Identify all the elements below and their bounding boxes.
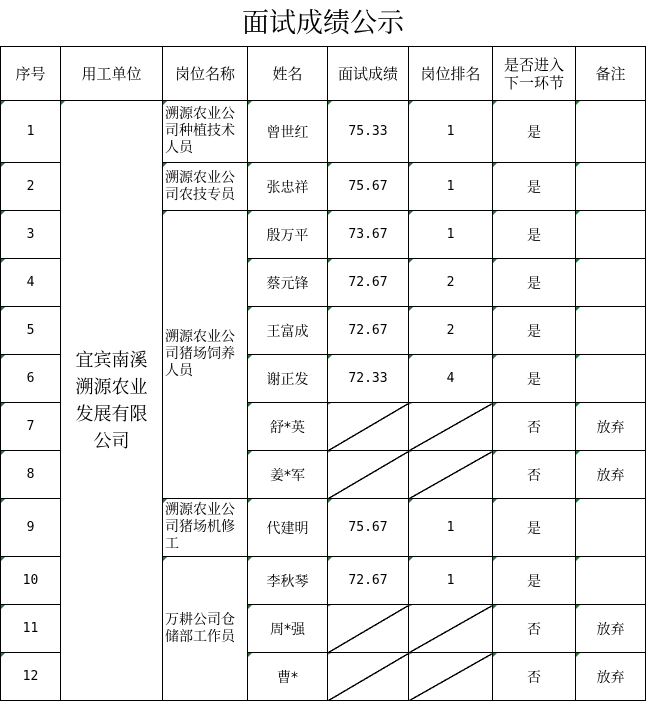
score-cell-crossed [328,605,409,653]
header-next: 是否进入下一环节 [493,47,576,101]
seq-cell: 4 [1,259,61,307]
rank-cell: 1 [409,211,493,259]
next-cell: 否 [493,653,576,701]
remark-cell [576,163,646,211]
score-cell: 72.33 [328,355,409,403]
rank-cell-crossed [409,605,493,653]
header-seq: 序号 [1,47,61,101]
next-cell: 是 [493,499,576,557]
name-cell: 曾世红 [248,101,328,163]
rank-cell: 2 [409,259,493,307]
remark-cell: 放弃 [576,605,646,653]
seq-cell: 12 [1,653,61,701]
next-cell: 是 [493,163,576,211]
name-cell: 代建明 [248,499,328,557]
remark-cell: 放弃 [576,451,646,499]
rank-cell: 1 [409,163,493,211]
rank-cell-crossed [409,403,493,451]
remark-cell [576,259,646,307]
rank-cell-crossed [409,653,493,701]
post-cell: 溯源农业公司猪场饲养人员 [163,211,248,499]
next-cell: 是 [493,557,576,605]
page-title: 面试成绩公示 [242,8,404,39]
seq-cell: 7 [1,403,61,451]
next-cell: 是 [493,211,576,259]
score-cell-crossed [328,653,409,701]
next-cell: 否 [493,605,576,653]
table-row [1,101,646,163]
seq-cell: 3 [1,211,61,259]
post-cell: 溯源农业公司猪场机修工 [163,499,248,557]
score-cell: 72.67 [328,307,409,355]
score-cell: 73.67 [328,211,409,259]
name-cell: 殷万平 [248,211,328,259]
post-cell: 万耕公司仓储部工作员 [163,557,248,701]
seq-cell: 9 [1,499,61,557]
remark-cell [576,307,646,355]
seq-cell: 10 [1,557,61,605]
remark-cell [576,499,646,557]
post-cell: 溯源农业公司农技专员 [163,163,248,211]
score-cell: 72.67 [328,557,409,605]
name-cell: 姜*军 [248,451,328,499]
seq-cell: 5 [1,307,61,355]
remark-cell [576,211,646,259]
name-cell: 蔡元锋 [248,259,328,307]
name-cell: 曹* [248,653,328,701]
name-cell: 谢正发 [248,355,328,403]
name-cell: 张忠祥 [248,163,328,211]
seq-cell: 6 [1,355,61,403]
next-cell: 是 [493,101,576,163]
header-row [1,47,646,101]
next-cell: 是 [493,307,576,355]
remark-cell [576,557,646,605]
score-cell-crossed [328,403,409,451]
header-post: 岗位名称 [163,47,248,101]
rank-cell: 1 [409,499,493,557]
score-cell: 72.67 [328,259,409,307]
score-cell: 75.67 [328,499,409,557]
remark-cell [576,355,646,403]
header-unit: 用工单位 [61,47,163,101]
rank-cell: 4 [409,355,493,403]
rank-cell: 2 [409,307,493,355]
header-name: 姓名 [248,47,328,101]
next-cell: 是 [493,259,576,307]
rank-cell: 1 [409,101,493,163]
next-cell: 否 [493,403,576,451]
score-cell-crossed [328,451,409,499]
next-cell: 是 [493,355,576,403]
name-cell: 李秋琴 [248,557,328,605]
unit-cell: 宜宾南溪溯源农业发展有限公司 [61,101,163,701]
seq-cell: 11 [1,605,61,653]
score-cell: 75.33 [328,101,409,163]
seq-cell: 1 [1,101,61,163]
header-score: 面试成绩 [328,47,409,101]
score-cell: 75.67 [328,163,409,211]
remark-cell: 放弃 [576,403,646,451]
next-cell: 否 [493,451,576,499]
rank-cell: 1 [409,557,493,605]
seq-cell: 8 [1,451,61,499]
remark-cell: 放弃 [576,653,646,701]
name-cell: 王富成 [248,307,328,355]
post-cell: 溯源农业公司种植技术人员 [163,101,248,163]
header-remark: 备注 [576,47,646,101]
name-cell: 舒*英 [248,403,328,451]
remark-cell [576,101,646,163]
results-table [0,46,646,701]
seq-cell: 2 [1,163,61,211]
name-cell: 周*强 [248,605,328,653]
rank-cell-crossed [409,451,493,499]
header-rank: 岗位排名 [409,47,493,101]
